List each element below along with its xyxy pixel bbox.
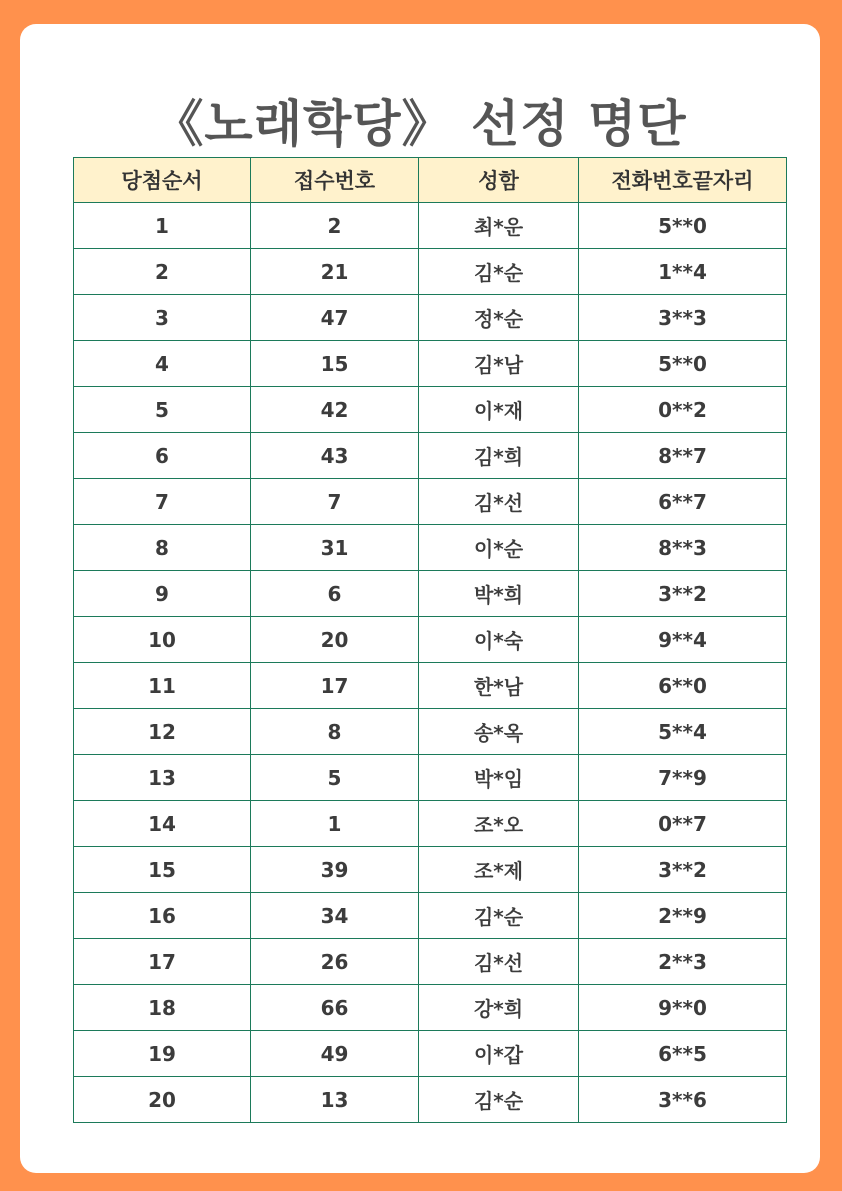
cell-phone-last-digits: 2**9: [579, 893, 787, 939]
cell-phone-last-digits: 3**3: [579, 295, 787, 341]
table-row: [74, 295, 787, 341]
cell-order: 5: [74, 387, 251, 433]
cell-name: 박*임: [419, 755, 579, 801]
cell-receipt-number: 42: [251, 387, 419, 433]
cell-phone-last-digits: 8**3: [579, 525, 787, 571]
cell-receipt-number: 7: [251, 479, 419, 525]
table-row: [74, 433, 787, 479]
cell-order: 16: [74, 893, 251, 939]
cell-name: 김*순: [419, 249, 579, 295]
cell-name: 이*갑: [419, 1031, 579, 1077]
cell-receipt-number: 1: [251, 801, 419, 847]
cell-order: 20: [74, 1077, 251, 1123]
cell-phone-last-digits: 7**9: [579, 755, 787, 801]
cell-receipt-number: 8: [251, 709, 419, 755]
table-row: [74, 203, 787, 249]
cell-receipt-number: 2: [251, 203, 419, 249]
cell-receipt-number: 17: [251, 663, 419, 709]
cell-receipt-number: 21: [251, 249, 419, 295]
cell-name: 송*옥: [419, 709, 579, 755]
cell-order: 8: [74, 525, 251, 571]
cell-name: 김*선: [419, 479, 579, 525]
cell-phone-last-digits: 3**2: [579, 847, 787, 893]
cell-phone-last-digits: 9**0: [579, 985, 787, 1031]
header-phone-last-digits: 전화번호끝자리: [579, 158, 787, 203]
cell-order: 15: [74, 847, 251, 893]
cell-name: 강*희: [419, 985, 579, 1031]
cell-receipt-number: 15: [251, 341, 419, 387]
cell-name: 김*희: [419, 433, 579, 479]
table-header-row: [74, 158, 787, 203]
cell-order: 10: [74, 617, 251, 663]
cell-receipt-number: 20: [251, 617, 419, 663]
cell-receipt-number: 66: [251, 985, 419, 1031]
table-row: [74, 1077, 787, 1123]
cell-name: 정*순: [419, 295, 579, 341]
cell-phone-last-digits: 1**4: [579, 249, 787, 295]
table-row: [74, 709, 787, 755]
cell-receipt-number: 47: [251, 295, 419, 341]
cell-receipt-number: 43: [251, 433, 419, 479]
table-row: [74, 939, 787, 985]
cell-receipt-number: 13: [251, 1077, 419, 1123]
cell-order: 1: [74, 203, 251, 249]
cell-phone-last-digits: 6**0: [579, 663, 787, 709]
cell-name: 김*순: [419, 1077, 579, 1123]
table-row: [74, 893, 787, 939]
cell-name: 이*숙: [419, 617, 579, 663]
table-row: [74, 341, 787, 387]
cell-name: 이*재: [419, 387, 579, 433]
winners-table: [73, 157, 787, 1123]
table-row: [74, 801, 787, 847]
cell-order: 11: [74, 663, 251, 709]
cell-order: 13: [74, 755, 251, 801]
cell-name: 김*선: [419, 939, 579, 985]
cell-order: 3: [74, 295, 251, 341]
cell-phone-last-digits: 6**5: [579, 1031, 787, 1077]
cell-phone-last-digits: 3**2: [579, 571, 787, 617]
table-row: [74, 479, 787, 525]
cell-order: 18: [74, 985, 251, 1031]
cell-phone-last-digits: 0**7: [579, 801, 787, 847]
cell-phone-last-digits: 3**6: [579, 1077, 787, 1123]
cell-order: 2: [74, 249, 251, 295]
cell-order: 6: [74, 433, 251, 479]
table-row: [74, 847, 787, 893]
table-row: [74, 249, 787, 295]
cell-name: 박*희: [419, 571, 579, 617]
cell-order: 9: [74, 571, 251, 617]
cell-order: 4: [74, 341, 251, 387]
cell-order: 12: [74, 709, 251, 755]
cell-order: 17: [74, 939, 251, 985]
cell-name: 조*오: [419, 801, 579, 847]
table-row: [74, 985, 787, 1031]
cell-name: 이*순: [419, 525, 579, 571]
cell-name: 김*순: [419, 893, 579, 939]
document-card: [20, 24, 820, 1173]
cell-name: 최*운: [419, 203, 579, 249]
header-receipt-number: 접수번호: [251, 158, 419, 203]
cell-receipt-number: 34: [251, 893, 419, 939]
header-name: 성함: [419, 158, 579, 203]
page-title: 《노래학당》 선정 명단: [153, 95, 687, 153]
cell-order: 19: [74, 1031, 251, 1077]
table-row: [74, 571, 787, 617]
cell-name: 김*남: [419, 341, 579, 387]
table-row: [74, 617, 787, 663]
cell-order: 14: [74, 801, 251, 847]
header-order: 당첨순서: [74, 158, 251, 203]
table-row: [74, 663, 787, 709]
cell-name: 조*제: [419, 847, 579, 893]
cell-receipt-number: 5: [251, 755, 419, 801]
cell-phone-last-digits: 5**0: [579, 341, 787, 387]
cell-phone-last-digits: 8**7: [579, 433, 787, 479]
table-row: [74, 387, 787, 433]
cell-receipt-number: 26: [251, 939, 419, 985]
cell-receipt-number: 6: [251, 571, 419, 617]
cell-order: 7: [74, 479, 251, 525]
cell-phone-last-digits: 6**7: [579, 479, 787, 525]
cell-phone-last-digits: 5**4: [579, 709, 787, 755]
cell-receipt-number: 31: [251, 525, 419, 571]
table-row: [74, 1031, 787, 1077]
cell-receipt-number: 49: [251, 1031, 419, 1077]
table-body: [74, 203, 787, 1123]
cell-phone-last-digits: 0**2: [579, 387, 787, 433]
table-row: [74, 755, 787, 801]
cell-phone-last-digits: 9**4: [579, 617, 787, 663]
cell-phone-last-digits: 2**3: [579, 939, 787, 985]
cell-phone-last-digits: 5**0: [579, 203, 787, 249]
cell-name: 한*남: [419, 663, 579, 709]
table-row: [74, 525, 787, 571]
cell-receipt-number: 39: [251, 847, 419, 893]
